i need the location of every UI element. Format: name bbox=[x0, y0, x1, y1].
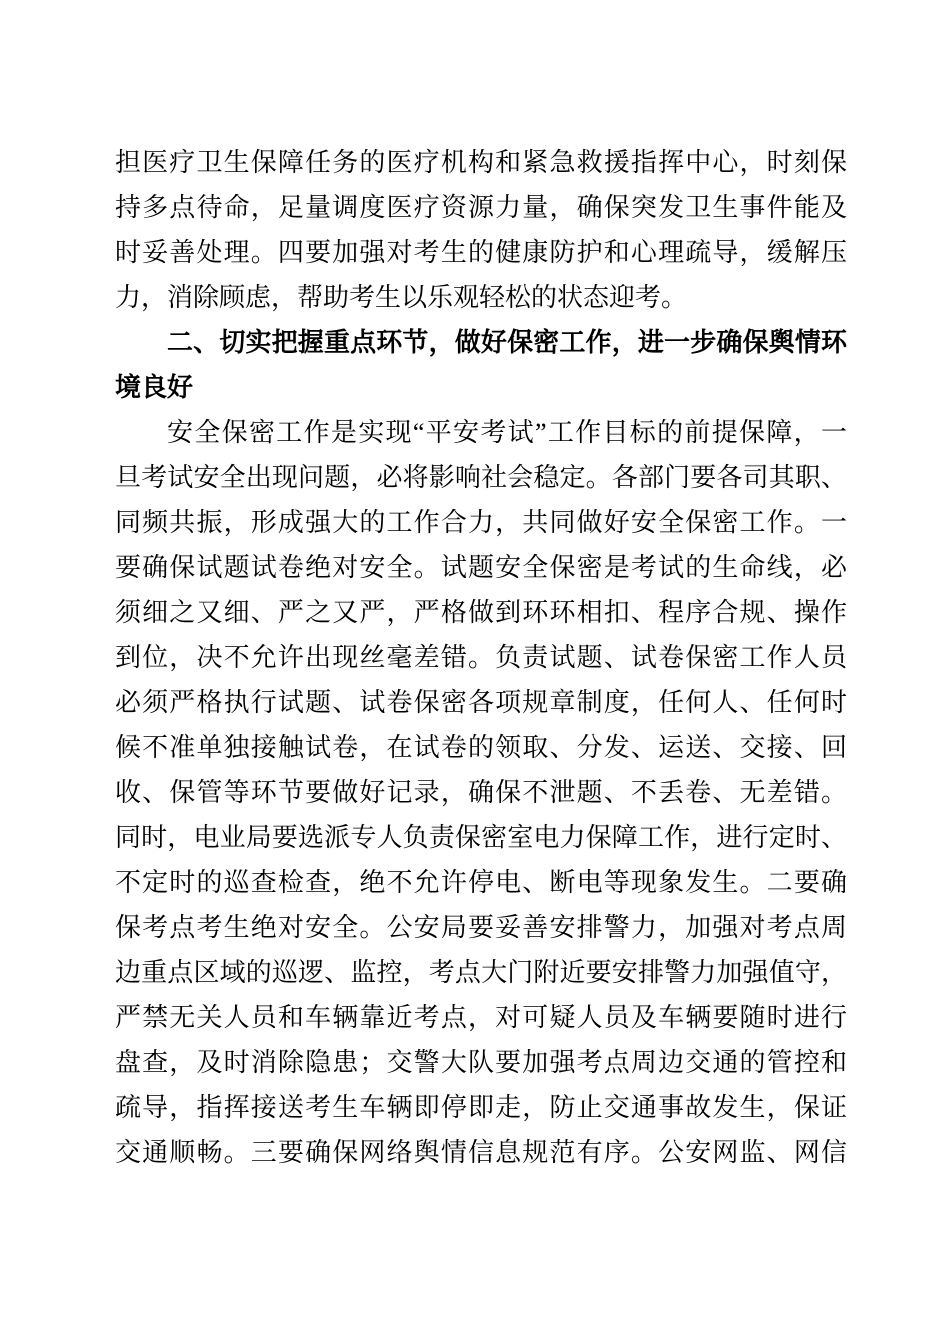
body-text-line: 盘查，及时消除隐患；交警大队要加强考点周边交通的管控和 bbox=[115, 1048, 847, 1077]
body-text-line: 不定时的巡查检查，绝不允许停电、断电等现象发生。二要确 bbox=[115, 868, 847, 897]
body-text-line: 交通顺畅。三要确保网络舆情信息规范有序。公安网监、网信 bbox=[115, 1138, 847, 1167]
body-text-line: 要确保试题试卷绝对安全。试题安全保密是考试的生命线，必 bbox=[115, 553, 847, 582]
body-text-line: 收、保管等环节要做好记录，确保不泄题、不丢卷、无差错。 bbox=[115, 778, 847, 807]
body-text-line: 旦考试安全出现问题，必将影响社会稳定。各部门要各司其职、 bbox=[115, 463, 847, 492]
body-text-line: 力，消除顾虑，帮助考生以乐观轻松的状态迎考。 bbox=[115, 283, 688, 312]
body-text-line: 疏导，指挥接送考生车辆即停即走，防止交通事故发生，保证 bbox=[115, 1093, 847, 1122]
body-text-line: 候不准单独接触试卷，在试卷的领取、分发、运送、交接、回 bbox=[115, 733, 847, 762]
body-text-line: 同频共振，形成强大的工作合力，共同做好安全保密工作。一 bbox=[115, 508, 847, 537]
body-text-line: 到位，决不允许出现丝毫差错。负责试题、试卷保密工作人员 bbox=[115, 643, 847, 672]
body-text-line: 保考点考生绝对安全。公安局要妥善安排警力，加强对考点周 bbox=[115, 913, 847, 942]
heading-line: 二、切实把握重点环节，做好保密工作，进一步确保舆情环 bbox=[167, 327, 847, 357]
body-text-line: 时妥善处理。四要加强对考生的健康防护和心理疏导，缓解压 bbox=[115, 238, 847, 267]
body-text-line: 边重点区域的巡逻、监控，考点大门附近要安排警力加强值守， bbox=[115, 958, 847, 987]
body-text-line: 同时，电业局要选派专人负责保密室电力保障工作，进行定时、 bbox=[115, 823, 847, 852]
body-text-line: 持多点待命，足量调度医疗资源力量，确保突发卫生事件能及 bbox=[115, 193, 847, 222]
heading-line: 境良好 bbox=[115, 372, 194, 402]
body-text-line: 必须严格执行试题、试卷保密各项规章制度，任何人、任何时 bbox=[115, 688, 847, 717]
body-text-line: 严禁无关人员和车辆靠近考点，对可疑人员及车辆要随时进行 bbox=[115, 1003, 847, 1032]
document-body bbox=[115, 140, 847, 1175]
body-text-line: 安全保密工作是实现“平安考试”工作目标的前提保障，一 bbox=[167, 418, 847, 447]
body-text-line: 须细之又细、严之又严，严格做到环环相扣、程序合规、操作 bbox=[115, 598, 847, 627]
body-text-line: 担医疗卫生保障任务的医疗机构和紧急救援指挥中心，时刻保 bbox=[115, 148, 847, 177]
